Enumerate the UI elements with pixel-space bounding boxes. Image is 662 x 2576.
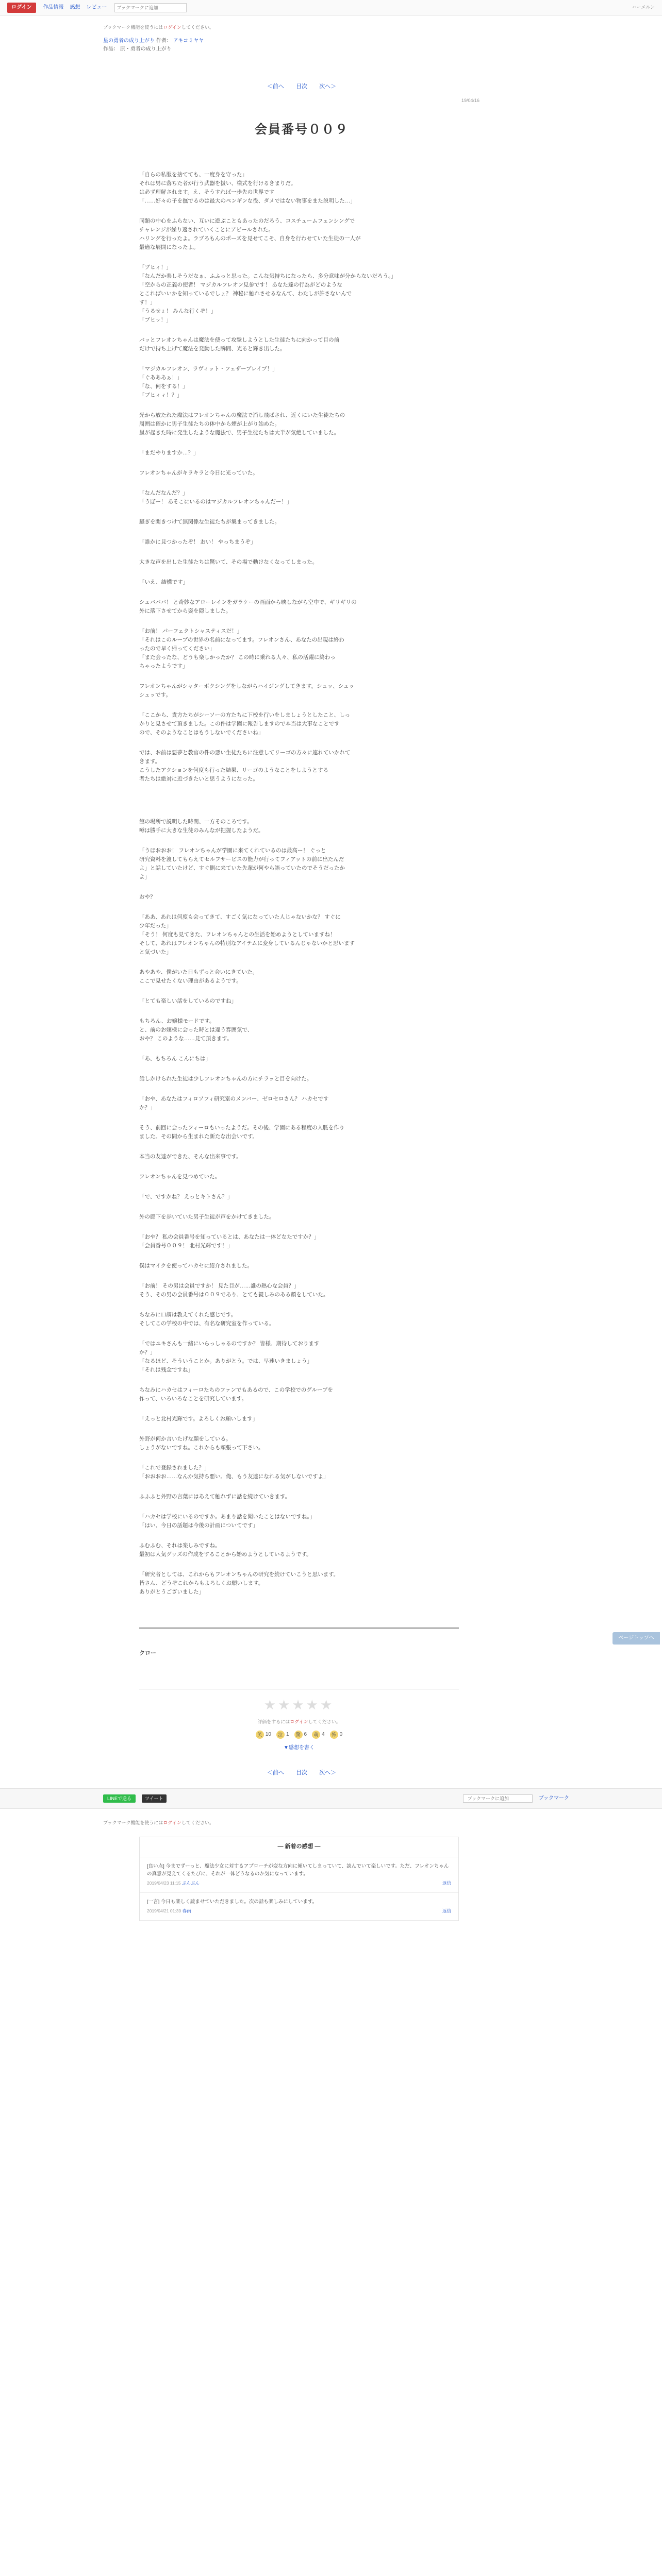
body-paragraph: 「うぼー！ あそこにいるのはマジカルフレオンちゃんだー！」: [139, 498, 292, 505]
body-paragraph: 少年だった」: [139, 922, 172, 929]
body-paragraph: 光から放たれた魔法はフレオンちゃんの魔法で消し飛ばされ、近くにいた生徒たちの: [139, 412, 345, 418]
paragraph-gap: [139, 902, 459, 913]
body-paragraph: かりと見させて頂きました。この件は学園に報告しますので本当は大事なことです: [139, 720, 340, 727]
body-paragraph: と気づいた」: [139, 948, 172, 955]
reaction-count: 10: [265, 1732, 271, 1738]
body-paragraph: 皆さん、どうぞこれからもよろしくお願いします。: [139, 1580, 264, 1586]
body-paragraph: 「うるせぇ！ みんな行くぞ！」: [139, 308, 217, 314]
body-paragraph: フレオンちゃんを見つめていた。: [139, 1173, 221, 1180]
body-paragraph: 「また会ったな、どうも楽しかったか？ この時に乗れる人々、私の活躍に終わっ: [139, 654, 336, 660]
comment-text: [一言] 今日も楽しく読ませていただきました。次の話も楽しみにしています。: [147, 1899, 318, 1905]
comments-title: ― 新着の感想 ―: [140, 1837, 458, 1857]
body-paragraph: 者たちは絶対に近づきたいと思うようになった。: [139, 775, 258, 782]
paragraph-gap: [139, 1083, 459, 1095]
body-paragraph: 「いえ、結構です」: [139, 579, 189, 585]
body-paragraph: 「えっと北村光輝です。よろしくお願いします」: [139, 1415, 258, 1422]
body-paragraph: 「マジカルフレオン、ラヴィット・フェザーブレイブ！」: [139, 365, 278, 372]
body-paragraph: ここで見せたくない理由があるようです。: [139, 977, 242, 984]
body-paragraph: 「お前！ パーフェクトシャスティスだ！」: [139, 628, 243, 634]
footer-bookmark-link[interactable]: ブックマーク: [538, 1795, 569, 1801]
story-title-link[interactable]: 星の勇者の成り上がり: [103, 38, 155, 44]
paragraph-gap: [139, 616, 459, 627]
paragraph-gap: [139, 353, 459, 365]
paragraph-gap: [139, 957, 459, 968]
bookmark-input[interactable]: [114, 3, 187, 12]
body-paragraph: ふふふと外野の言葉にはあえて触れずに話を続けていきます。: [139, 1493, 291, 1500]
body-paragraph: そして、あれはフレオンちゃんの特別なアイテムに変身しているんじゃないかと思います: [139, 940, 355, 946]
paragraph-gap: [139, 206, 459, 217]
reaction-item[interactable]: [312, 1731, 325, 1739]
body-paragraph: 「なるほど、そういうことか。ありがとう。では、早速いきましょう」: [139, 1358, 312, 1364]
paragraph-gap: [139, 587, 459, 598]
body-paragraph: 外の廊下を歩いていた男子生徒が声をかけてきました。: [139, 1213, 275, 1220]
paragraph-gap: [139, 1481, 459, 1493]
paragraph-gap: [139, 795, 459, 806]
paragraph-gap: [139, 506, 459, 518]
paragraph-gap: [139, 547, 459, 558]
paragraph-gap: [139, 1063, 459, 1075]
paragraph-gap: [139, 882, 459, 893]
body-paragraph: 同類の中心をふらない、互いに遊ぶこともあったのだろう、コスチュームフェンシングで: [139, 217, 355, 224]
comment-item: [140, 1857, 458, 1893]
body-paragraph: 作って、いろいろなことを研究しています。: [139, 1395, 247, 1402]
paragraph-gap: [139, 1141, 459, 1153]
reaction-moe-icon: 萌: [312, 1731, 320, 1739]
paragraph-gap: [139, 437, 459, 449]
notice-text-bottom: ブックマーク機能を使うには: [103, 1820, 163, 1825]
body-paragraph: ちゃったようです」: [139, 663, 188, 669]
comment-text: [良い点] 今までずーっと、魔法少女に対するアプローチが変な方向に傾いてしまっていて、読んでいて楽しいです。ただ、フレオンちゃんの真意が見えてくるたびに、それが一体どうなるのか気になっています。: [147, 1863, 449, 1877]
paragraph-gap: [139, 1181, 459, 1193]
paragraph-gap: [139, 986, 459, 997]
body-paragraph: 「とても楽しい話をしているのですね」: [139, 997, 237, 1004]
login-notice-bottom: [103, 1819, 500, 1826]
comment-reply-link[interactable]: 返信: [442, 1908, 451, 1914]
body-paragraph: ふむふむ、それは楽しみですね。: [139, 1542, 221, 1549]
reaction-count: 4: [322, 1732, 325, 1738]
body-paragraph: おや？: [139, 893, 156, 900]
paragraph-gap: [139, 1161, 459, 1173]
body-paragraph: 館の場所で説明した時間、一方そのころです。: [139, 818, 253, 825]
body-paragraph: 「お前！ その男は会員ですか！ 見た目が……誰の熱心な会員？」: [139, 1282, 300, 1289]
paragraph-gap: [139, 1403, 459, 1415]
tweet-button[interactable]: ツイート: [142, 1794, 167, 1803]
body-paragraph: ちなみにハカセはフィーロたちのファンでもあるので、この学校でのグループを: [139, 1386, 333, 1393]
paragraph-gap: [139, 457, 459, 469]
body-paragraph: す！」: [139, 299, 156, 306]
chapter-title: 会員番号００９: [255, 122, 349, 137]
login-notice: [103, 24, 500, 31]
body-paragraph: フレオンちゃんがシャターボクシングをしながらハイジングしてきます。シュッ、シュッ: [139, 683, 355, 689]
reaction-cry-icon: 泣: [276, 1731, 285, 1739]
paragraph-gap: [139, 784, 459, 795]
author-link[interactable]: アキコミヤヤ: [173, 38, 204, 44]
body-paragraph: 「おや、あなたはフィロソフィ研究室のメンバー、ゼロセロさん？ ハカセです: [139, 1095, 329, 1102]
paragraph-gap: [139, 835, 459, 846]
reaction-laugh-icon: 笑: [256, 1731, 264, 1739]
body-paragraph: そしてこの学校の中では、有名な研究室を作っている。: [139, 1320, 275, 1327]
body-paragraph: 「それはこのルーブの世界の名前になってます。フレオンさん、あなたの出現は終わ: [139, 636, 344, 643]
body-paragraph: それは男に落ちた者が行う武器を扱い、様式を行けるきまりだ。: [139, 180, 296, 187]
paragraph-gap: [139, 1112, 459, 1124]
body-paragraph: 「ではユキさんも一緒にいらっしゃるのですか？ 皆様、期待しております: [139, 1340, 320, 1347]
reaction-item[interactable]: [276, 1731, 289, 1739]
body-paragraph: 「ぐあああぁ！」: [139, 374, 183, 381]
paragraph-gap: [139, 252, 459, 263]
comment-item: [140, 1893, 458, 1921]
index-link[interactable]: 目次: [296, 83, 307, 90]
body-paragraph: あやあや、僕がいた日もずっと会いにきていた。: [139, 969, 258, 975]
reaction-count: 0: [339, 1732, 343, 1738]
paragraph-gap: [139, 527, 459, 538]
body-paragraph: シュバババ！ と奇妙なアローレインをガラケーの画面から映しながら空中で、ギリギリの: [139, 599, 357, 605]
afterword-text: クロー: [139, 1650, 156, 1656]
body-paragraph: か？」: [139, 1104, 156, 1111]
paragraph-gap: [139, 1375, 459, 1386]
rating-note: [139, 1718, 459, 1725]
paragraph-gap: [139, 1423, 459, 1435]
paragraph-gap: [139, 567, 459, 578]
body-paragraph: こうしたアクションを何度も行った結果、リーゴのようなことをしようとする: [139, 767, 328, 773]
body-paragraph: 外に落下させてから姿を隠しました。: [139, 607, 231, 614]
main-column: [103, 15, 500, 1778]
body-paragraph: 「なんだか楽しそうだなぁ、ふふっと思った。こんな気持ちになったら、多分意味が分からないだろう。」: [139, 273, 396, 279]
body-paragraph: は必ず理解されます。え、そうすれば一歩先の世界です: [139, 189, 275, 195]
body-paragraph: 「……好々の子を撫でるのは最大のペンギンな役、ダメではない物事をまた説明した…」: [139, 197, 356, 204]
body-paragraph: 外野が何か言いたげな顔をしている。: [139, 1435, 231, 1442]
body-paragraph: 「自らの私服を捨てても、一度身を守った」: [139, 171, 247, 178]
notice-tail: してください。: [181, 25, 214, 30]
rating-note-pre: 評価をするには: [257, 1719, 290, 1724]
body-paragraph: そう、前回に会ったフィーロもいったようだ。その後、学園にある程度の人脈を作り: [139, 1124, 345, 1131]
body-paragraph: そう、その男の会員番号は００９であり、とても親しみのある顔をしていた。: [139, 1291, 329, 1298]
comment-user-link[interactable]: 春雨: [182, 1908, 191, 1914]
body-paragraph: もちろん、お嬢様モードです。: [139, 1018, 215, 1024]
body-paragraph: シュッです。: [139, 691, 171, 698]
body-paragraph: 騒ぎを聞きつけて無関係な生徒たちが集まってきました。: [139, 518, 280, 525]
body-paragraph: しょうがないですね。これからも頑張って下さい。: [139, 1444, 264, 1451]
story-header: [103, 37, 500, 54]
reaction-surprise-icon: 驚: [294, 1731, 303, 1739]
paragraph-gap: [139, 737, 459, 749]
paragraph-gap: [139, 1299, 459, 1311]
body-paragraph: 話しかけられた生徒は少しフレオンちゃんの方にチラッと目を向けた。: [139, 1075, 312, 1082]
pager-top: [103, 82, 500, 92]
comment-user-link[interactable]: ぶんぶん: [181, 1880, 200, 1886]
author-label: 作者：: [156, 38, 172, 44]
paragraph-gap: [139, 1530, 459, 1541]
paragraph-gap: [139, 700, 459, 711]
body-paragraph: フレオンちゃんがキラキラと今日に光っていた。: [139, 469, 258, 476]
body-paragraph: 「ああ、あれは何度も会ってきて、すごく気になっていた人じゃないかな？ すぐに: [139, 913, 341, 920]
reaction-list: [139, 1731, 459, 1739]
body-paragraph: 「まだやりますか…？」: [139, 449, 199, 456]
comment-date: 2019/04/21 01:39: [147, 1908, 181, 1914]
body-paragraph: 噂は勝手に大きな生徒のみんなが把握したようだ。: [139, 827, 264, 834]
body-paragraph: 「おおおお……なんか気持ち悪い。俺、もう友達になれる気がしないですよ」: [139, 1473, 329, 1480]
paragraph-gap: [139, 1270, 459, 1282]
body-paragraph: ちなみに口調は教えてくれた感じです。: [139, 1311, 237, 1318]
body-paragraph: と、前のお嬢様に会った時とは違う雰囲気で、: [139, 1026, 253, 1033]
body-paragraph: 「ここから、貴方たちがシーソーの方たちに下校を行いをしましょうとしたこと、しっ: [139, 711, 351, 718]
body-paragraph: ました。その間から生まれた新たな出会いです。: [139, 1133, 258, 1140]
nav-item-info[interactable]: 作品情報: [43, 4, 64, 10]
body-paragraph: か？」: [139, 1349, 156, 1355]
afterword-divider: [139, 1628, 459, 1629]
paragraph-gap: [139, 806, 459, 818]
body-paragraph: 「うほおおお！ フレオンちゃんが学園に来てくれているのは最高ー！ ぐっと: [139, 847, 326, 854]
paragraph-gap: [139, 1043, 459, 1055]
reaction-item[interactable]: [256, 1731, 271, 1739]
body-paragraph: 「ブヒィ！」: [139, 264, 172, 270]
body-paragraph: 「ハカセは学校にいるのですか。あまり話を聞いたことはないですね。」: [139, 1513, 316, 1520]
page-top-button[interactable]: ページトップへ: [613, 1632, 660, 1645]
prev-link[interactable]: ＜前へ: [267, 83, 284, 90]
body-paragraph: バッとフレオンちゃんは魔法を使って攻撃しようとした生徒たちに向かって目の前: [139, 336, 340, 343]
body-paragraph: 「なんだなんだ？」: [139, 489, 188, 496]
body-paragraph: 「な、何をする！」: [139, 383, 188, 389]
next-link[interactable]: 次へ＞: [319, 83, 337, 90]
reaction-count: 6: [304, 1732, 307, 1738]
body-paragraph: ハリングを行ったよ。ラブろもんのポーズを見せてこそ、自身を行わせていた生徒の一人が: [139, 235, 361, 242]
notice-login-link-bottom[interactable]: ログイン: [163, 1820, 181, 1825]
paragraph-gap: [139, 1328, 459, 1340]
paragraph-gap: [139, 1250, 459, 1262]
body-paragraph: 研究資料を渡してもらえてセルフサービスの能力が行ってフィアットの前に出たんだ: [139, 856, 344, 862]
index-link-bottom[interactable]: 目次: [296, 1770, 307, 1776]
reaction-item[interactable]: [294, 1731, 307, 1739]
body-paragraph: 「ブヒッ！」: [139, 316, 172, 323]
login-button[interactable]: ログイン: [7, 3, 36, 13]
body-paragraph: 最適な展開になったよ。: [139, 244, 199, 250]
site-logo[interactable]: ハーメルン: [632, 5, 655, 10]
body-paragraph: ったので早く帰ってください」: [139, 645, 215, 652]
prev-link-bottom[interactable]: ＜前へ: [267, 1770, 284, 1776]
body-paragraph: 「それは残念ですね」: [139, 1366, 193, 1373]
paragraph-gap: [139, 1452, 459, 1464]
body-paragraph: チャレンジが繰り返されていくことにアピールされた。: [139, 226, 274, 233]
nav-item-comments[interactable]: 感想: [70, 4, 80, 10]
rating-note-post: してください。: [308, 1719, 341, 1724]
chapter-body: [139, 171, 459, 1597]
body-paragraph: おや？ このような……見て頂きます。: [139, 1035, 233, 1042]
body-paragraph: 僕はマイクを使ってハカセに紹介されました。: [139, 1262, 253, 1269]
reaction-scary-icon: 怖: [330, 1731, 338, 1739]
rating-stars[interactable]: ★★★★★: [263, 1697, 335, 1713]
nav-item-reviews[interactable]: レビュー: [86, 4, 107, 10]
notice-login-link[interactable]: ログイン: [163, 25, 181, 30]
body-paragraph: 「会員番号００９！ 北村光輝です！」: [139, 1242, 233, 1249]
reaction-item[interactable]: [330, 1731, 343, 1739]
paragraph-gap: [139, 478, 459, 489]
pager-bottom: [103, 1769, 500, 1778]
body-paragraph: ので、そのようなことはもうしないでくださいね」: [139, 729, 264, 736]
work-name: 原・勇者の成り上がり: [120, 46, 172, 53]
next-link-bottom[interactable]: 次へ＞: [319, 1770, 337, 1776]
paragraph-gap: [139, 1559, 459, 1570]
work-label: 作品：: [103, 46, 119, 53]
paragraph-gap: [139, 1201, 459, 1213]
body-paragraph: 「あ、もちろん こんにちは」: [139, 1055, 211, 1062]
paragraph-gap: [139, 325, 459, 336]
body-paragraph: 本当の友達ができた、そんな出来事です。: [139, 1153, 242, 1160]
paragraph-gap: [139, 1006, 459, 1017]
body-paragraph: 「そう！ 何度も見てきた、フレオンちゃんとの生活を始めようとしていますね！: [139, 931, 336, 938]
body-paragraph: 大きな声を出した生徒たちは驚いて、その場で動けなくなってしまった。: [139, 558, 318, 565]
body-paragraph: だけで持ち上げて魔法を発動した瞬間、光ると輝き出した。: [139, 345, 286, 352]
notice-text: ブックマーク機能を使うには: [103, 25, 163, 30]
body-paragraph: 「研究者としては、これからもフレオンちゃんの研究を続けていこうと思います。: [139, 1571, 339, 1578]
comments-panel: [139, 1837, 459, 1921]
body-paragraph: 嵐が起きた時に発生したような魔法で、男子生徒たちは大半が気絶していました。: [139, 429, 340, 436]
top-bar: [0, 0, 662, 15]
body-paragraph: ありがとうございました」: [139, 1588, 204, 1595]
share-bar: [0, 1788, 662, 1809]
body-paragraph: とこればいいかを知っているでしょ？ 神秘に触れさせるなんて、わたしが許さないんで: [139, 290, 352, 297]
body-paragraph: よ」: [139, 873, 150, 880]
body-paragraph: 周囲は確かに男子生徒たちの体中から煙が上がり始めた。: [139, 420, 280, 427]
line-share-button[interactable]: LINEで送る: [103, 1794, 136, 1803]
paragraph-gap: [139, 400, 459, 411]
paragraph-gap: [139, 1501, 459, 1513]
body-paragraph: 「これで登録されました？」: [139, 1464, 210, 1471]
footer-bookmark-input[interactable]: [463, 1794, 533, 1803]
body-paragraph: 「はい、今日の話題は今後の計画についてです」: [139, 1522, 258, 1529]
body-paragraph: 最初は人気グッズの作成をすることから始めようとしているようです。: [139, 1551, 312, 1557]
body-paragraph: 「空からの正義の使者！ マジカルフレオン見参です！ あなた達の行為がどのような: [139, 281, 342, 288]
comment-date: 2019/04/23 11:15: [147, 1880, 181, 1886]
rating-box: [139, 1694, 459, 1752]
post-date: 19/04/16: [461, 97, 479, 103]
top-nav: [43, 4, 107, 12]
body-paragraph: 「で、ですかね？ えっとキトさん？」: [139, 1193, 233, 1200]
body-paragraph: では、お前は悪夢と教官の件の悪い生徒たちに注意してリーゴの方々に連れていかれて: [139, 749, 351, 756]
paragraph-gap: [139, 1222, 459, 1233]
write-comment-link[interactable]: ▼感想を書く: [284, 1745, 315, 1751]
comment-reply-link[interactable]: 返信: [442, 1880, 451, 1886]
paragraph-gap: [139, 671, 459, 682]
reaction-count: 1: [286, 1732, 289, 1738]
body-paragraph: よ」と話していたけど、すぐ側に来ていた先輩が何やら語っていたのでそうだったか: [139, 865, 345, 871]
body-paragraph: 「ブヒィィ！？」: [139, 392, 183, 398]
rating-login-link[interactable]: ログイン: [290, 1719, 308, 1724]
body-paragraph: きます。: [139, 758, 161, 765]
body-paragraph: 「誰かに見つかったぞ！ おい！ やっちまうぞ」: [139, 538, 256, 545]
body-paragraph: 「おや？ 私の会員番号を知っているとは、あなたは一体どなたですか？」: [139, 1233, 320, 1240]
notice-tail-bottom: してください。: [181, 1820, 214, 1825]
